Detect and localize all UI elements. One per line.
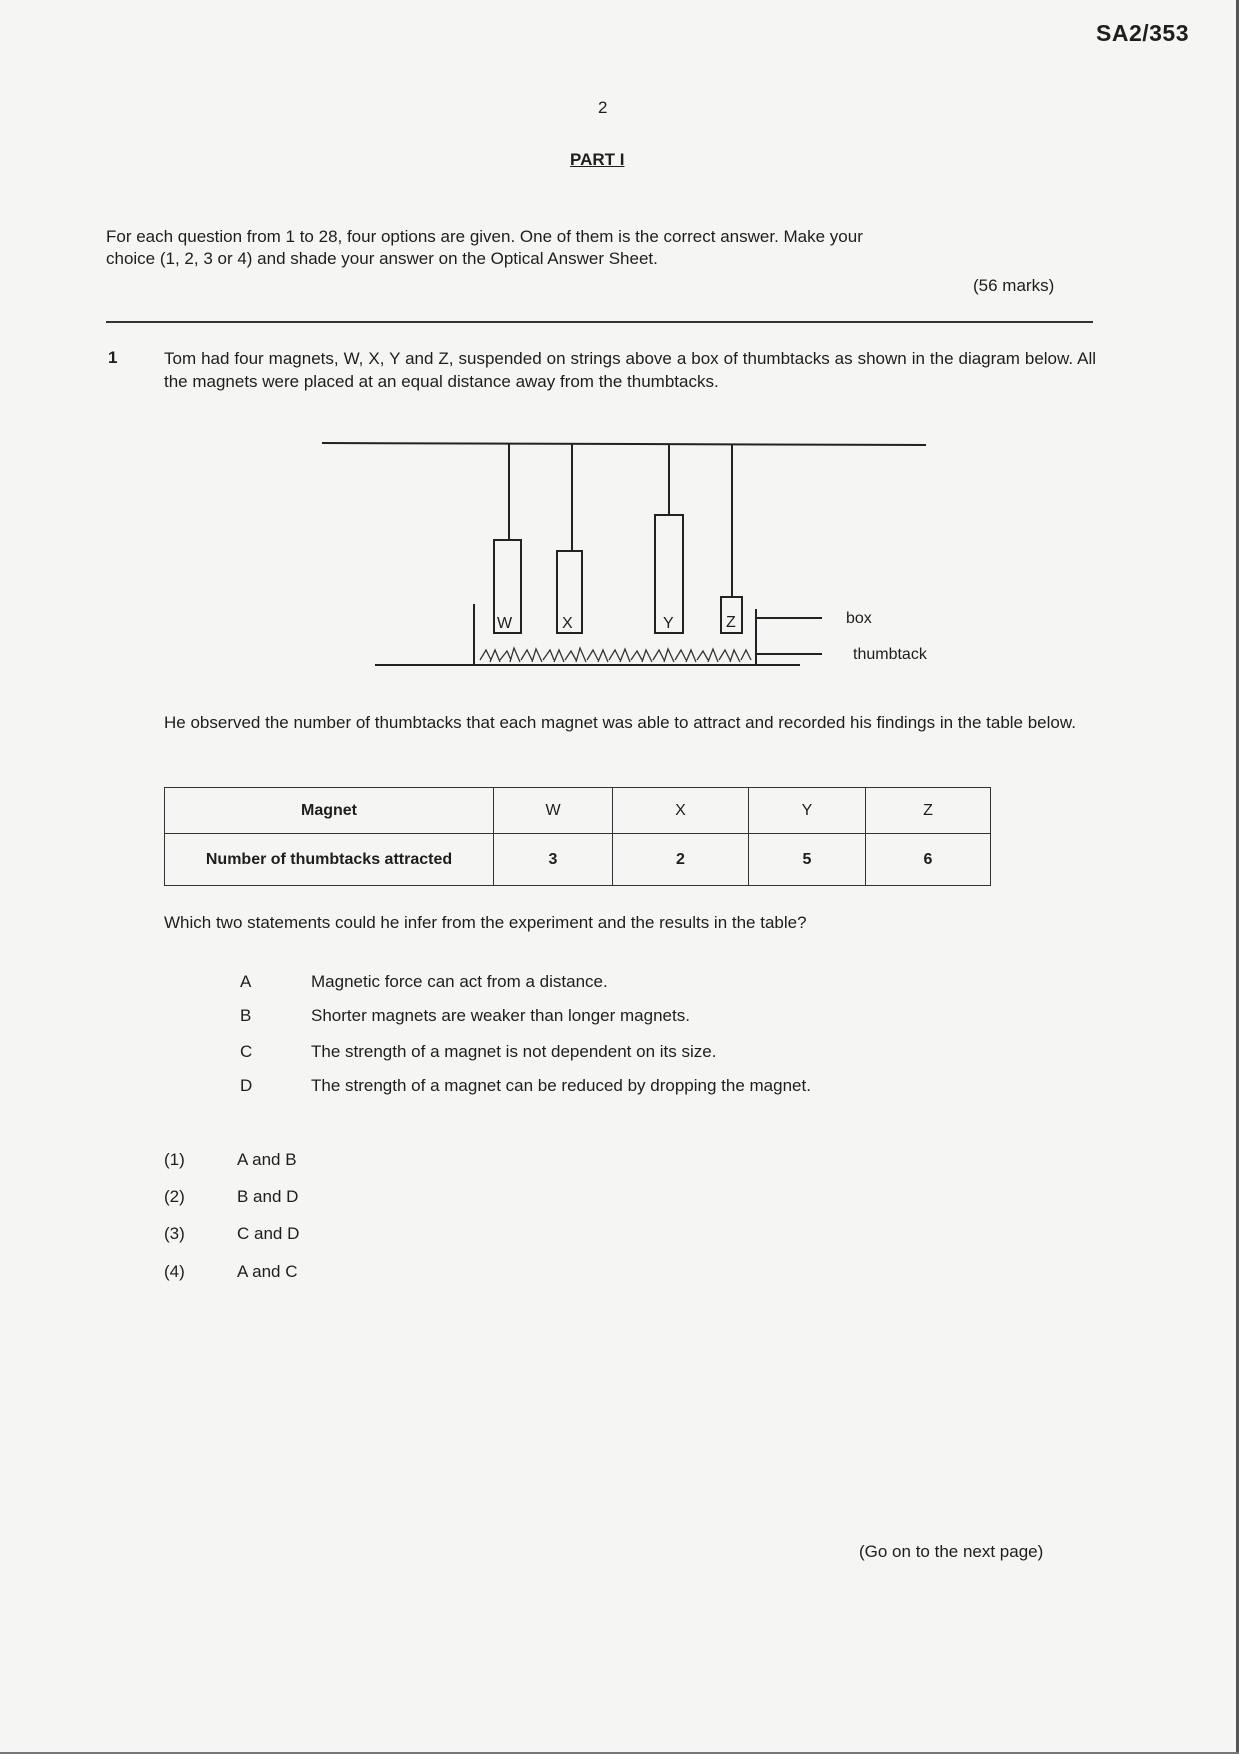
label-box: box xyxy=(846,610,872,627)
magnet-label-x: X xyxy=(562,615,573,632)
paper-code: SA2/353 xyxy=(1096,20,1190,46)
option-number: (2) xyxy=(164,1187,185,1206)
magnet-diagram xyxy=(0,0,1239,700)
total-marks: (56 marks) xyxy=(973,276,1055,295)
statement-letter: B xyxy=(240,1006,252,1025)
statement-letter: C xyxy=(240,1042,253,1061)
option-number: (3) xyxy=(164,1224,185,1243)
row-header-thumbtacks: Number of thumbtacks attracted xyxy=(165,834,494,886)
magnet-label-y: Y xyxy=(663,615,674,632)
option-text: C and D xyxy=(237,1224,300,1243)
magnet-label-z: Z xyxy=(726,614,736,631)
statement-letter: D xyxy=(240,1076,253,1095)
cell-magnet: Z xyxy=(866,788,991,834)
cell-thumbtacks: 3 xyxy=(494,834,613,886)
option-number: (4) xyxy=(164,1262,185,1281)
cell-magnet: W xyxy=(494,788,613,834)
support-bar xyxy=(322,443,926,445)
table-row xyxy=(165,788,991,834)
next-page-note: (Go on to the next page) xyxy=(859,1542,1044,1561)
row-header-magnet: Magnet xyxy=(165,788,494,834)
page-number: 2 xyxy=(598,98,608,117)
cell-magnet: Y xyxy=(749,788,866,834)
cell-magnet: X xyxy=(613,788,749,834)
instructions-line-2: choice (1, 2, 3 or 4) and shade your answer on the Optical Answer Sheet. xyxy=(106,249,658,268)
statement-letter: A xyxy=(240,972,252,991)
label-thumbtack: thumbtack xyxy=(853,646,927,663)
cell-thumbtacks: 5 xyxy=(749,834,866,886)
statement-text: The strength of a magnet can be reduced by dropping the magnet. xyxy=(311,1076,811,1095)
part-title: PART I xyxy=(570,150,625,169)
option-number: (1) xyxy=(164,1150,185,1169)
statement-text: The strength of a magnet is not dependent on its size. xyxy=(311,1042,717,1061)
question-number: 1 xyxy=(108,348,118,367)
observation-text: He observed the number of thumbtacks that each magnet was able to attract and recorded his findings in the table below. xyxy=(164,713,1076,732)
table-row xyxy=(165,834,991,886)
question-prompt: Which two statements could he infer from the experiment and the results in the table? xyxy=(164,913,807,932)
statement-text: Magnetic force can act from a distance. xyxy=(311,972,608,991)
question-stem: Tom had four magnets, W, X, Y and Z, suspended on strings above a box of thumbtacks as shown in the diagram below. All the magnets were placed at an equal distance away from the thumbtacks. xyxy=(164,349,1096,391)
statement-text: Shorter magnets are weaker than longer magnets. xyxy=(311,1006,690,1025)
thumbtacks xyxy=(480,648,751,662)
option-text: A and C xyxy=(237,1262,298,1281)
option-text: B and D xyxy=(237,1187,299,1206)
option-text: A and B xyxy=(237,1150,297,1169)
results-table xyxy=(164,787,991,886)
magnet-label-w: W xyxy=(497,615,513,632)
cell-thumbtacks: 6 xyxy=(866,834,991,886)
cell-thumbtacks: 2 xyxy=(613,834,749,886)
instructions-line-1: For each question from 1 to 28, four options are given. One of them is the correct answer. Make your xyxy=(106,227,863,246)
